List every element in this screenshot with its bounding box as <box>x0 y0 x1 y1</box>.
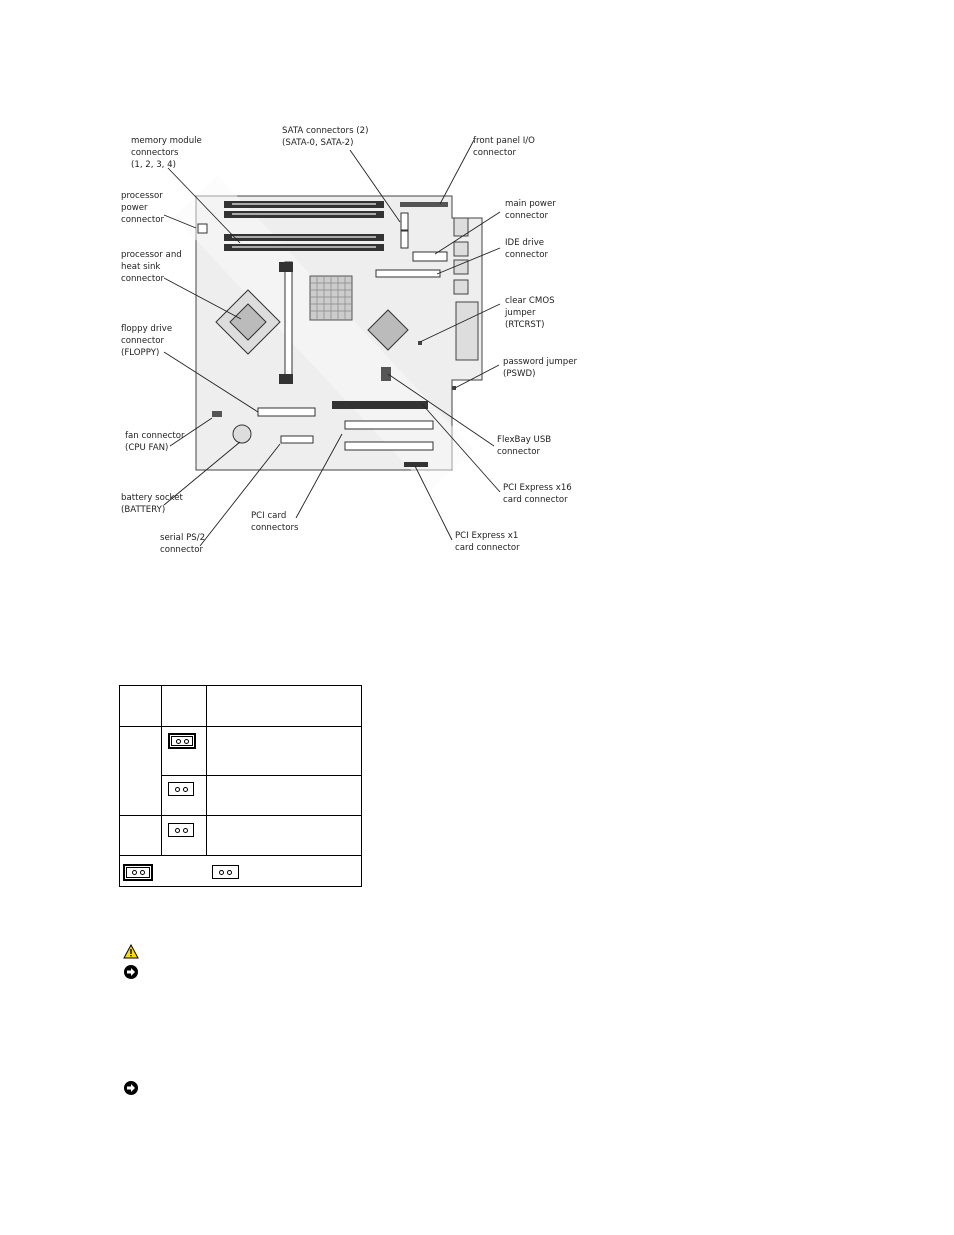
svg-text:PCI Express x16: PCI Express x16 <box>503 483 572 493</box>
callout-serial <box>160 533 205 555</box>
svg-text:memory module: memory module <box>131 136 202 146</box>
flexbay-usb-connector <box>381 367 391 381</box>
svg-text:processor and: processor and <box>121 250 182 260</box>
svg-text:card connector: card connector <box>503 495 568 505</box>
svg-text:PCI Express x1: PCI Express x1 <box>455 531 519 541</box>
svg-text:connector: connector <box>160 545 204 555</box>
callout-main-power <box>505 199 556 221</box>
svg-text:floppy drive: floppy drive <box>121 324 173 334</box>
svg-text:serial PS/2: serial PS/2 <box>160 533 206 543</box>
svg-text:IDE drive: IDE drive <box>505 238 545 248</box>
callout-pcie-x16 <box>503 483 572 505</box>
svg-text:(RTCRST): (RTCRST) <box>505 320 545 330</box>
svg-text:connector: connector <box>497 447 541 457</box>
heatsink-retention <box>285 262 292 382</box>
callout-flexbay <box>497 435 551 457</box>
svg-text:password jumper: password jumper <box>503 357 578 367</box>
svg-text:connector: connector <box>121 336 165 346</box>
legend-unjumped-icon <box>212 865 239 879</box>
serial-connector <box>281 436 313 443</box>
pcie-x1-connector <box>404 462 428 467</box>
callout-battery <box>121 493 184 515</box>
chipset-heatsink <box>310 276 352 320</box>
svg-text:connectors: connectors <box>251 523 299 533</box>
sata-connectors <box>401 213 408 248</box>
svg-text:connector: connector <box>121 215 165 225</box>
svg-text:front panel I/O: front panel I/O <box>473 136 535 146</box>
jumper-open-icon <box>168 782 194 796</box>
main-power-connector <box>413 252 447 261</box>
pcie-x16-connector <box>332 401 428 409</box>
svg-text:(CPU FAN): (CPU FAN) <box>125 443 169 453</box>
callout-ide <box>505 238 549 260</box>
battery-socket <box>233 425 251 443</box>
jumper-open-icon <box>168 823 194 837</box>
callout-pci-card <box>251 511 299 533</box>
svg-text:(PSWD): (PSWD) <box>503 369 536 379</box>
callout-sata <box>282 126 368 148</box>
svg-text:clear CMOS: clear CMOS <box>505 296 555 306</box>
jumper-settings-table <box>119 685 362 887</box>
legend-jumped-icon <box>123 864 153 881</box>
svg-text:connector: connector <box>121 274 165 284</box>
system-board-diagram <box>0 0 954 600</box>
svg-text:connector: connector <box>505 250 549 260</box>
notice-circle-icon <box>123 1080 139 1096</box>
callout-password <box>503 357 577 379</box>
callout-processor-power <box>121 191 165 225</box>
fan-connector <box>212 411 222 417</box>
svg-text:heat sink: heat sink <box>121 262 161 272</box>
svg-text:PCI card: PCI card <box>251 511 287 521</box>
svg-text:jumper: jumper <box>505 308 536 318</box>
svg-text:SATA connectors (2): SATA connectors (2) <box>282 126 369 136</box>
svg-text:connector: connector <box>505 211 549 221</box>
callout-memory <box>131 136 202 170</box>
floppy-connector <box>258 408 315 416</box>
ide-connector <box>376 270 440 277</box>
svg-text:(FLOPPY): (FLOPPY) <box>121 348 160 358</box>
svg-text:power: power <box>121 203 148 213</box>
callout-cmos <box>504 296 555 330</box>
svg-text:connector: connector <box>473 148 517 158</box>
jumper-installed-icon <box>168 733 196 749</box>
callout-pcie-x1 <box>455 531 520 553</box>
callout-front-panel <box>473 136 535 158</box>
svg-text:(SATA-0, SATA-2): (SATA-0, SATA-2) <box>282 138 354 148</box>
svg-text:processor: processor <box>121 191 163 201</box>
svg-text:(BATTERY): (BATTERY) <box>121 505 166 515</box>
callout-processor-heatsink <box>121 250 182 284</box>
svg-text:fan connector: fan connector <box>125 431 185 441</box>
svg-text:battery socket: battery socket <box>121 493 183 503</box>
callout-floppy <box>121 324 172 358</box>
svg-text:main power: main power <box>505 199 556 209</box>
processor-power-connector <box>198 224 207 233</box>
svg-text:card connector: card connector <box>455 543 520 553</box>
svg-text:FlexBay USB: FlexBay USB <box>497 435 552 445</box>
warning-triangle-icon <box>123 944 139 960</box>
notice-circle-icon <box>123 964 139 980</box>
svg-text:(1, 2, 3, 4): (1, 2, 3, 4) <box>131 160 176 170</box>
svg-text:connectors: connectors <box>131 148 179 158</box>
